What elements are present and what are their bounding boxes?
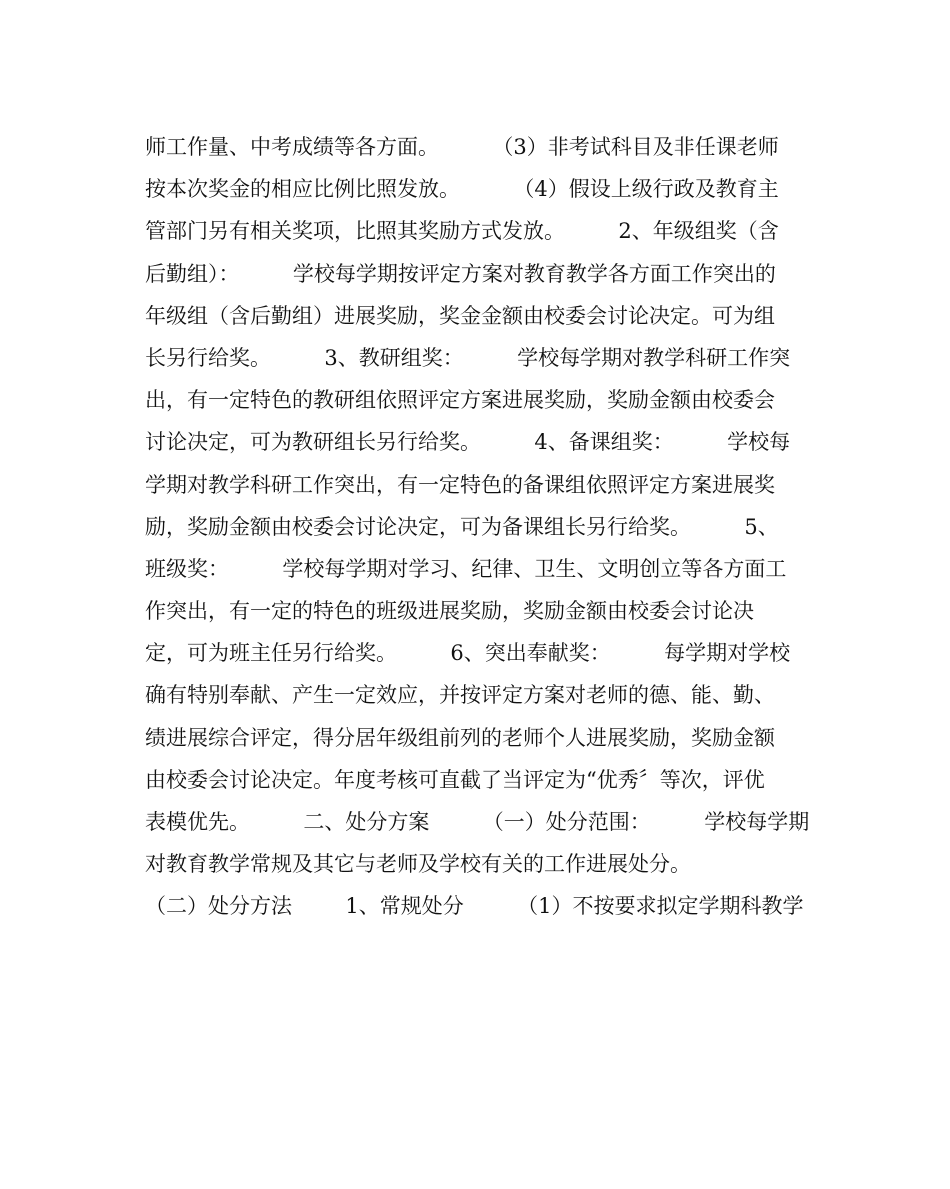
text-line-4: 后勤组）： 学校每学期按评定方案对教育教学各方面工作突出的: [145, 261, 776, 286]
text-line-7: 出，有一定特色的教研组依照评定方案进展奖励，奖励金额由校委会: [145, 388, 775, 413]
text-line-15: 绩进展综合评定，得分居年级组前列的老师个人进展奖励，奖励金额: [145, 725, 775, 750]
text-line-5: 年级组（含后勤组）进展奖励，奖金金额由校委会讨论决定。可为组: [145, 303, 775, 328]
text-line-6: 长另行给奖。 3、教研组奖： 学校每学期对教学科研工作突: [145, 345, 791, 370]
text-line-1: 师工作量、中考成绩等各方面。 （3）非考试科目及非任课老师: [145, 135, 779, 159]
text-line-2: 按本次奖金的相应比例比照发放。 （4）假设上级行政及教育主: [145, 177, 779, 202]
text-line-18: 对教育教学常规及其它与老师及学校有关的工作进展处分。: [145, 852, 691, 877]
body-text: [145, 126, 810, 928]
text-line-12: 作突出，有一定的特色的班级进展奖励，奖励金额由校委会讨论决: [145, 599, 754, 624]
text-line-16: 由校委会讨论决定。年度考核可直截了当评定为“优秀〞等次，评优: [145, 767, 765, 792]
text-line-8: 讨论决定，可为教研组长另行给奖。 4、备课组奖： 学校每: [145, 430, 791, 455]
text-line-17: 表模优先。 二、处分方案 （一）处分范围： 学校每学期: [145, 810, 810, 834]
text-line-11: 班级奖： 学校每学期对学习、纪律、卫生、文明创立等各方面工: [145, 556, 787, 581]
text-line-14: 确有特别奉献、产生一定效应，并按评定方案对老师的德、能、勤、: [145, 683, 775, 708]
text-line-10: 励，奖励金额由校委会讨论决定，可为备课组长另行给奖。 5、: [145, 514, 779, 539]
text-line-3: 管部门另有相关奖项，比照其奖励方式发放。 2、年级组奖（含: [145, 219, 779, 244]
text-line-13: 定，可为班主任另行给奖。 6、突出奉献奖： 每学期对学校: [145, 641, 791, 666]
text-line-19: （二）处分方法 1、常规处分 （1）不按要求拟定学期科教学: [145, 894, 804, 919]
text-line-9: 学期对教学科研工作突出，有一定特色的备课组依照评定方案进展奖: [145, 472, 775, 497]
